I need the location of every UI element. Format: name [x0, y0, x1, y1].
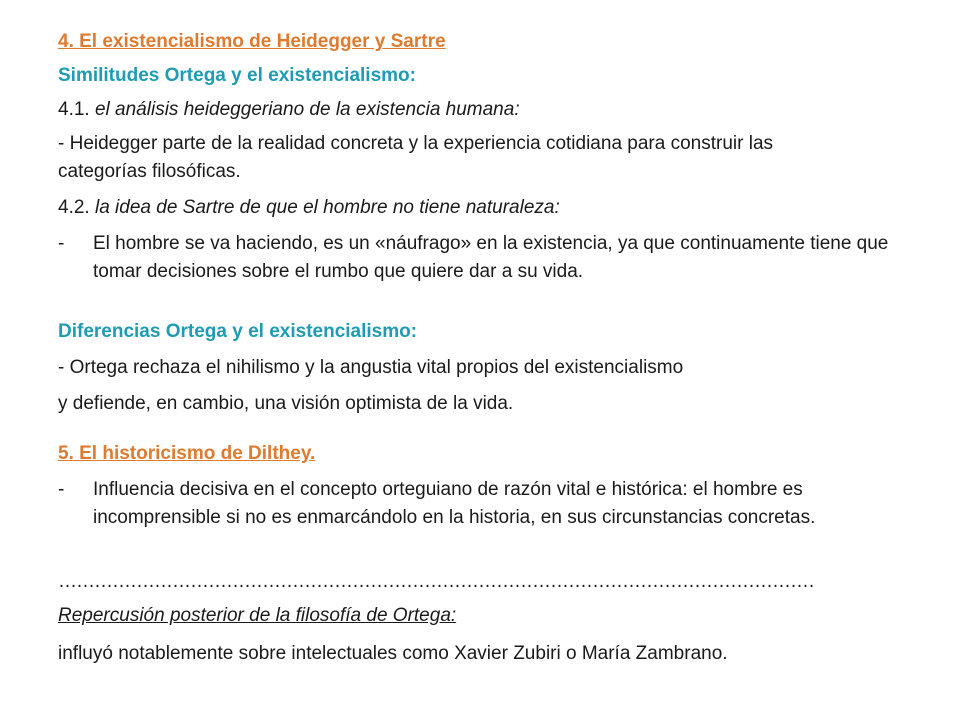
section-4-title: 4. El existencialismo de Heidegger y Sartre — [58, 31, 446, 52]
heidegger-line-1: - Heidegger parte de la realidad concreta y la experiencia cotidiana para construir las — [58, 133, 774, 154]
diferencias-line-2: y defiende, en cambio, una visión optimista de la vida. — [58, 393, 514, 414]
bullet-dash: - — [58, 233, 65, 254]
similitudes-heading: Similitudes Ortega y el existencialismo: — [58, 65, 416, 86]
diferencias-heading: Diferencias Ortega y el existencialismo: — [58, 321, 418, 342]
point-4-2-text: la idea de Sartre de que el hombre no tiene naturaleza: — [94, 197, 560, 218]
point-4-1-text: el análisis heideggeriano de la existencia humana: — [94, 99, 520, 120]
bullet-dash: - — [58, 479, 65, 500]
sartre-bullet — [58, 230, 923, 314]
separator-dots: ……………………………………………………………………………………………………………… — [58, 571, 814, 592]
point-4-2-number: 4.2. — [58, 197, 95, 218]
repercusion-heading: Repercusión posterior de la filosofía de Ortega: — [58, 605, 457, 626]
dilthey-bullet-text: Influencia decisiva en el concepto orteguiano de razón vital e histórica: el hombre es incomprensible si no es enmarcándolo en la historia, en sus circunstancias concretas. — [93, 479, 816, 528]
point-4-2 — [58, 194, 560, 222]
section-5-title: 5. El historicismo de Dilthey. — [58, 443, 316, 464]
heidegger-line-2: categorías filosóficas. — [58, 161, 241, 182]
point-4-1 — [58, 96, 520, 124]
repercusion-text: influyó notablemente sobre intelectuales como Xavier Zubiri o María Zambrano. — [58, 643, 728, 664]
point-4-1-number: 4.1. — [58, 99, 95, 120]
dilthey-bullet — [58, 476, 923, 560]
diferencias-line-1: - Ortega rechaza el nihilismo y la angustia vital propios del existencialismo — [58, 357, 684, 378]
sartre-bullet-text: El hombre se va haciendo, es un «náufrago» en la existencia, ya que continuamente tiene que tomar decisiones sobre el rumbo que quiere dar a su vida. — [93, 233, 889, 282]
